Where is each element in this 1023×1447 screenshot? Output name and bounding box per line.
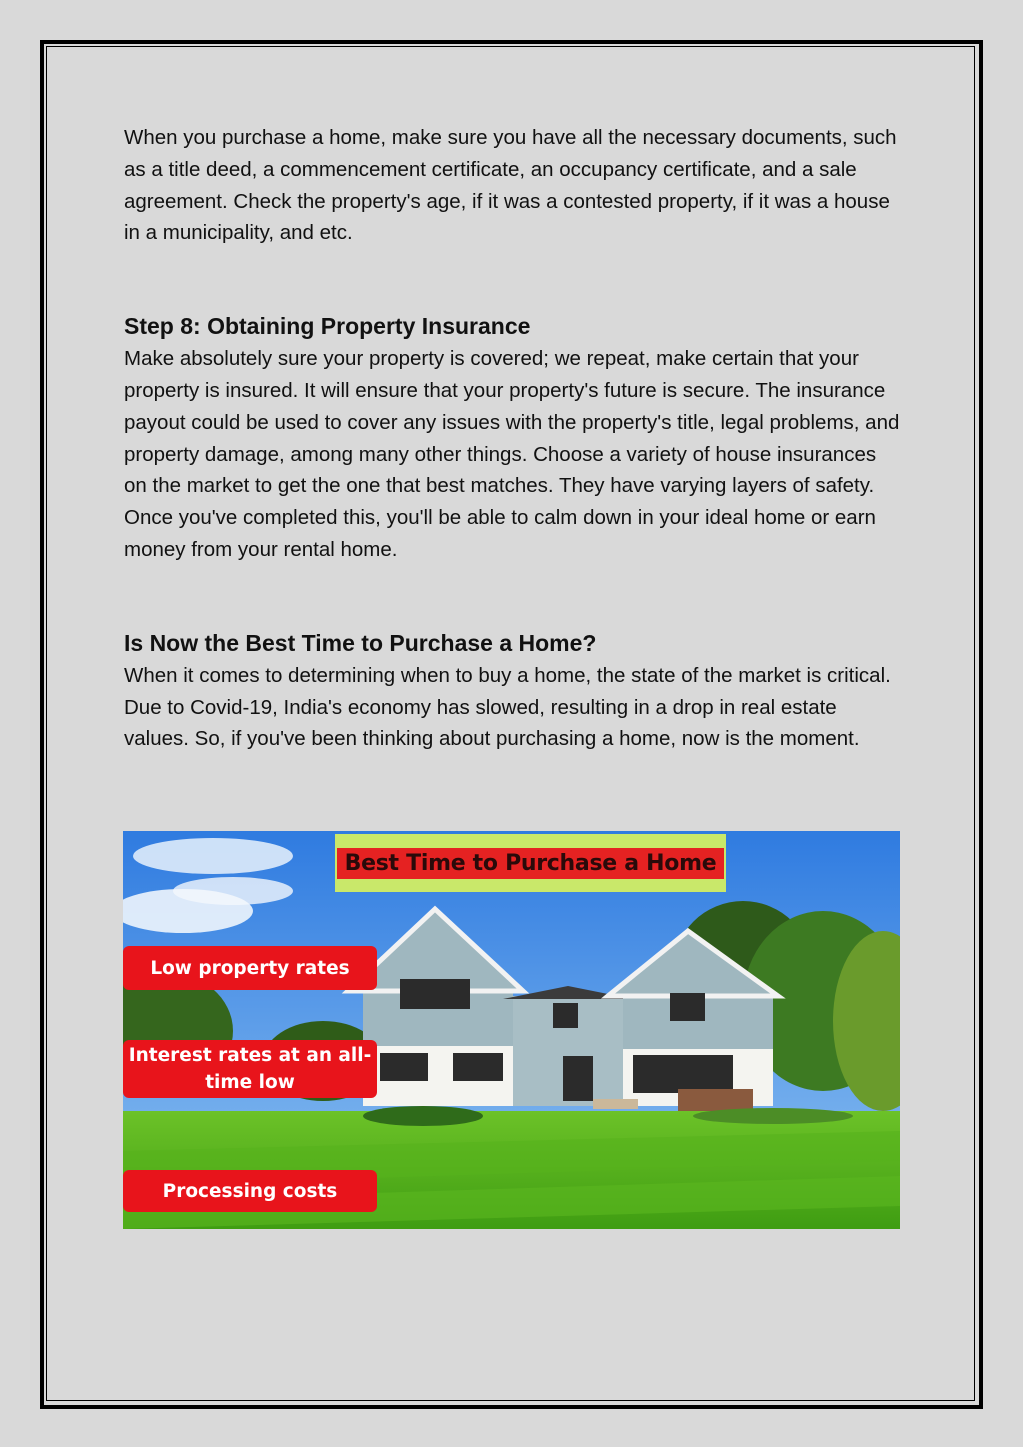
intro-paragraph: When you purchase a home, make sure you have all the necessary documents, such as a title deed, a commencement certificate, an occupancy certificate, and a sale agreement. Check the property's age, if it was a contested property, if it was a house in a municipality, and etc.: [124, 126, 897, 245]
document-content: [124, 122, 902, 755]
hero-banner: [335, 834, 726, 892]
step8-paragraph: Make absolutely sure your property is covered; we repeat, make certain that your property is insured. It will ensure that your property's future is secure. The insurance payout could be used to cover any issues with the property's title, legal problems, and property damage, among many other things. Choose a variety of house insurances on the market to get the one that best matches. They have varying layers of safety. Once you've completed this, you'll be able to calm down in your ideal home or earn money from your rental home.: [124, 347, 900, 561]
hero-tag-interest-rates: Interest rates at an all-time low: [123, 1040, 377, 1098]
house-illustration: [123, 831, 900, 1229]
best-time-heading: Is Now the Best Time to Purchase a Home?: [124, 629, 597, 656]
hero-tag-low-property-rates: Low property rates: [123, 946, 377, 990]
hero-tag-processing-costs: Processing costs: [123, 1170, 377, 1212]
step8-heading: Step 8: Obtaining Property Insurance: [124, 313, 531, 340]
best-time-paragraph: When it comes to determining when to buy a home, the state of the market is critical. Due to Covid-19, India's economy has slowed, resulting in a drop in real estate values. So, if you've been thinking about purchasing a home, now is the moment.: [124, 663, 891, 751]
hero-banner-text: Best Time to Purchase a Home: [337, 848, 725, 879]
